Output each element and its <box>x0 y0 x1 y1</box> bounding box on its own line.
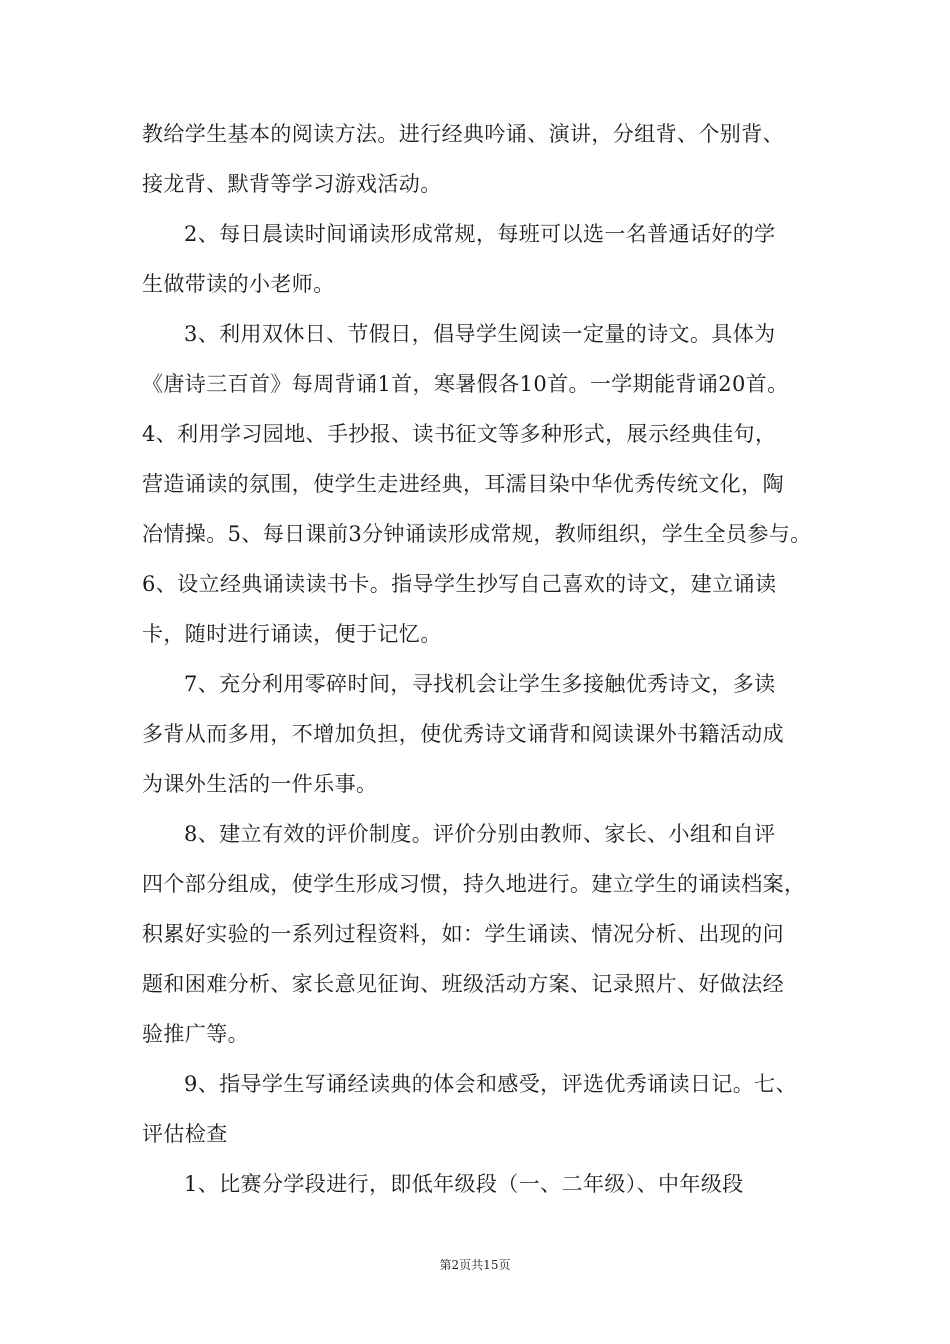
body-text-line: 2、每日晨读时间诵读形成常规，每班可以选一名普通话好的学 <box>184 222 776 246</box>
body-text-line: 多背从而多用，不增加负担，使优秀诗文诵背和阅读课外书籍活动成 <box>142 722 784 746</box>
body-text-line: 7、充分利用零碎时间，寻找机会让学生多接触优秀诗文，多读 <box>184 672 776 696</box>
body-text-line: 评估检查 <box>142 1122 228 1146</box>
body-text-line: 6、设立经典诵读读书卡。指导学生抄写自己喜欢的诗文，建立诵读 <box>142 572 777 596</box>
body-text-line: 9、指导学生写诵经读典的体会和感受，评选优秀诵读日记。七、 <box>184 1072 797 1096</box>
body-text-line: 冶情操。5、每日课前3分钟诵读形成常规，教师组织，学生全员参与。 <box>142 522 812 546</box>
body-text-line: 《唐诗三百首》每周背诵1首，寒暑假各10首。一学期能背诵20首。 <box>142 372 789 396</box>
body-text-line: 营造诵读的氛围，使学生走进经典，耳濡目染中华优秀传统文化，陶 <box>142 472 784 496</box>
body-text-line: 四个部分组成，使学生形成习惯，持久地进行。建立学生的诵读档案， <box>142 872 806 896</box>
body-text-line: 积累好实验的一系列过程资料，如：学生诵读、情况分析、出现的问 <box>142 922 784 946</box>
body-text-line: 8、建立有效的评价制度。评价分别由教师、家长、小组和自评 <box>184 822 776 846</box>
body-text-line: 4、利用学习园地、手抄报、读书征文等多种形式，展示经典佳句， <box>142 422 777 446</box>
body-text-line: 生做带读的小老师。 <box>142 272 335 296</box>
body-text-line: 接龙背、默背等学习游戏活动。 <box>142 172 442 196</box>
body-text-line: 验推广等。 <box>142 1022 249 1046</box>
body-text-line: 为课外生活的一件乐事。 <box>142 772 378 796</box>
body-text-line: 题和困难分析、家长意见征询、班级活动方案、记录照片、好做法经 <box>142 972 784 996</box>
body-text-line: 卡，随时进行诵读，便于记忆。 <box>142 622 442 646</box>
body-text-line: 1、比赛分学段进行，即低年级段（一、二年级）、中年级段 <box>184 1172 744 1196</box>
page-number-footer: 第2页共15页 <box>439 1258 511 1272</box>
body-text-line: 3、利用双休日、节假日，倡导学生阅读一定量的诗文。具体为 <box>184 322 776 346</box>
body-text-line: 教给学生基本的阅读方法。进行经典吟诵、演讲，分组背、个别背、 <box>142 122 784 146</box>
